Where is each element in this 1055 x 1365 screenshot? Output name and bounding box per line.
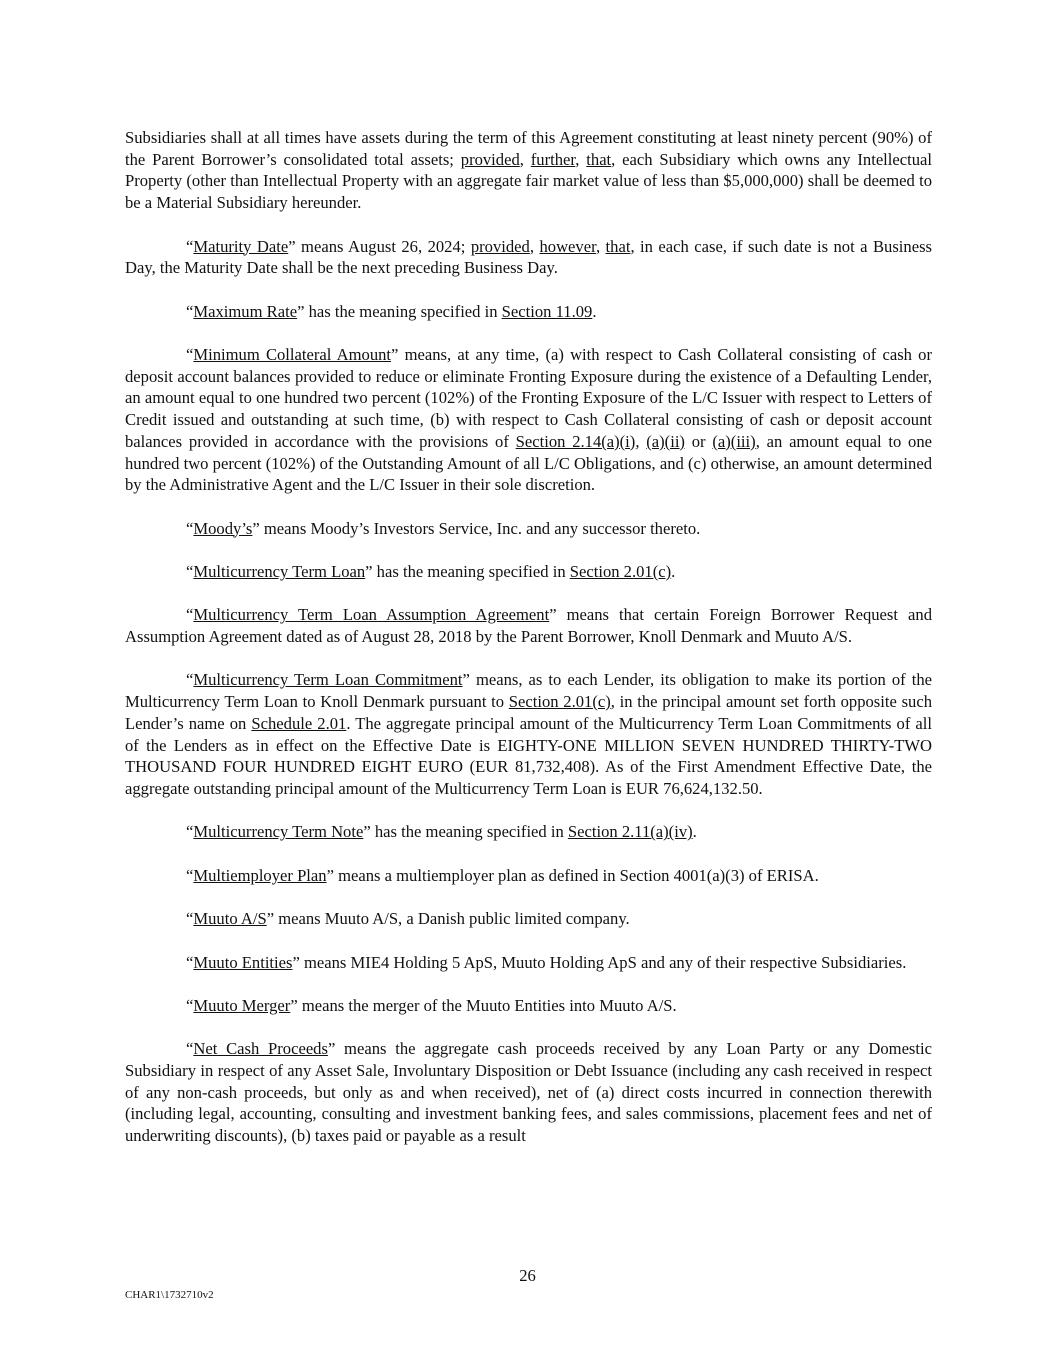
document-id: CHAR1\1732710v2 [125, 1289, 214, 1301]
paragraph-text: . The aggregate principal amount of the Multicurrency Term Loan Commitments of all of the Lenders as in effect on the Effective Date is EIGHTY-ONE MILLION SEVEN HUNDRED THIRTY-TWO THOUSAND FOUR HUNDRED EIGHT EURO (EUR 81,732,408). As of the First Amendment Effective Date, the aggregate outstanding principal amount of the Multicurrency Term Loan is EUR 76,624,132.50. [125, 713, 932, 798]
underlined-reference: Section 2.11(a)(iv) [567, 822, 693, 842]
underlined-reference: that [586, 149, 612, 169]
paragraph-text: “ [186, 301, 194, 321]
paragraph-text: , in the principal amount set forth opposite such Lender’s name on [125, 692, 932, 733]
paragraph-text: , [595, 236, 606, 256]
defined-term: Muuto Entities [193, 952, 293, 972]
underlined-reference: provided [470, 236, 530, 256]
paragraph-text: , each Subsidiary which owns any Intellectual Property (other than Intellectual Property with an aggregate fair market value of less than $5,000,000) shall be deemed to be a Material Subsidiary hereunder. [125, 149, 933, 213]
underlined-reference: however [539, 236, 596, 256]
defined-term: Multicurrency Term Loan Commitment [193, 670, 463, 690]
definition-paragraph [125, 952, 932, 974]
underlined-reference: Section 2.01(c) [569, 561, 672, 581]
paragraph-text: ” means the merger of the Muuto Entities into Muuto A/S. [290, 995, 677, 1015]
definition-paragraph [125, 669, 932, 799]
paragraph-text: ” means Moody’s Investors Service, Inc. and any successor thereto. [252, 518, 701, 538]
underlined-reference: (a)(iii) [712, 431, 756, 451]
defined-term: Net Cash Proceeds [193, 1039, 328, 1059]
paragraph-text: ” means, as to each Lender, its obligation to make its portion of the Multicurrency Term Loan to Knoll Denmark pursuant to [125, 670, 932, 712]
paragraph-text: ” has the meaning specified in [297, 301, 502, 321]
definition-paragraph [125, 604, 932, 647]
defined-term: Muuto Merger [193, 995, 291, 1015]
underlined-reference: (a)(ii) [646, 431, 685, 451]
paragraph-text: “ [186, 995, 194, 1015]
underlined-reference: further [530, 149, 576, 169]
paragraph-text: “ [186, 952, 194, 972]
defined-term: Maturity Date [193, 236, 289, 256]
paragraph-text: ” means August 26, 2024; [288, 236, 471, 256]
paragraph-text: , [575, 149, 587, 169]
underlined-reference: Section 2.14(a)(i) [515, 431, 636, 451]
paragraph-text: . [671, 561, 676, 581]
defined-term: Multicurrency Term Note [193, 822, 364, 842]
paragraph-text: ” means that certain Foreign Borrower Request and Assumption Agreement dated as of August 28, 2018 by the Parent Borrower, Knoll Denmark and Muuto A/S. [125, 605, 932, 647]
paragraph-text: Subsidiaries shall at all times have assets during the term of this Agreement constituting at least ninety percent (90%) of the Parent Borrower’s consolidated total assets; [125, 128, 932, 169]
underlined-reference: Section 2.01(c) [508, 692, 611, 712]
paragraph-text: “ [186, 865, 194, 885]
document-page [125, 127, 932, 1169]
definitions-body [125, 127, 932, 1147]
page-number: 26 [519, 1266, 536, 1285]
defined-term: Moody’s [193, 518, 253, 538]
paragraph-text: “ [186, 605, 194, 625]
defined-term: Maximum Rate [193, 301, 298, 321]
paragraph-text: “ [186, 670, 194, 690]
underlined-reference: Schedule 2.01 [251, 713, 347, 733]
paragraph-text: “ [186, 518, 194, 538]
paragraph-text: “ [186, 822, 194, 842]
definition-paragraph [125, 301, 932, 323]
definition-paragraph [125, 995, 932, 1017]
continued-paragraph [125, 127, 932, 214]
paragraph-text: , [519, 149, 531, 169]
paragraph-text: . [592, 301, 597, 321]
defined-term: Multicurrency Term Loan [193, 561, 366, 581]
underlined-reference: Section 11.09 [501, 301, 593, 321]
underlined-reference: that [605, 236, 631, 256]
paragraph-text: or [684, 431, 713, 451]
paragraph-text: , an amount equal to one hundred two percent (102%) of the Outstanding Amount of all L/C Obligations, and (c) otherwise, an amount determined by the Administrative Agent and the L/C Issuer in their sole discretion. [125, 431, 932, 495]
paragraph-text: ” means Muuto A/S, a Danish public limited company. [266, 909, 630, 929]
paragraph-text: ” means, at any time, (a) with respect to Cash Collateral consisting of cash or deposit account balances provided to reduce or eliminate Fronting Exposure during the existence of a Defaulting Lender, an amount equal to one hundred two percent (102%) of the Fronting Exposure of the L/C Issuer with respect to Letters of Credit issued and outstanding at such time, (b) with respect to Cash Collateral consisting of cash or deposit account balances provided in accordance with the provisions of [125, 344, 932, 451]
paragraph-text: ” means MIE4 Holding 5 ApS, Muuto Holding ApS and any of their respective Subsidiaries. [292, 952, 907, 972]
paragraph-text: “ [186, 236, 194, 256]
paragraph-text: “ [186, 344, 194, 364]
paragraph-text: . [692, 822, 697, 842]
paragraph-text: ” means the aggregate cash proceeds received by any Loan Party or any Domestic Subsidiary in respect of any Asset Sale, Involuntary Disposition or Debt Issuance (including any cash received in respect of any non-cash proceeds, but only as and when received), net of (a) direct costs incurred in connection therewith (including legal, accounting, consulting and investment banking fees, and sales commissions, placement fees and net of underwriting discounts), (b) taxes paid or payable as a result [125, 1039, 932, 1146]
definition-paragraph [125, 561, 932, 583]
paragraph-text: “ [186, 561, 194, 581]
definition-paragraph [125, 865, 932, 887]
paragraph-text: ” has the meaning specified in [363, 822, 568, 842]
paragraph-text: “ [186, 909, 194, 929]
paragraph-text: , [529, 236, 540, 256]
defined-term: Muuto A/S [193, 909, 267, 929]
paragraph-text: , in each case, if such date is not a Business Day, the Maturity Date shall be the next preceding Business Day. [125, 236, 932, 278]
definition-paragraph [125, 821, 932, 843]
defined-term: Multicurrency Term Loan Assumption Agreement [193, 605, 550, 625]
definition-paragraph [125, 908, 932, 930]
paragraph-text: , [635, 431, 647, 451]
defined-term: provided [460, 149, 520, 169]
paragraph-text: ” means a multiemployer plan as defined in Section 4001(a)(3) of ERISA. [326, 865, 819, 885]
defined-term: Minimum Collateral Amount [193, 344, 392, 364]
paragraph-text: “ [186, 1039, 194, 1059]
definition-paragraph [125, 236, 932, 279]
defined-term: Multiemployer Plan [193, 865, 327, 885]
definition-paragraph [125, 518, 932, 540]
definition-paragraph [125, 344, 932, 496]
paragraph-text: ” has the meaning specified in [365, 561, 570, 581]
definition-paragraph [125, 1038, 932, 1147]
